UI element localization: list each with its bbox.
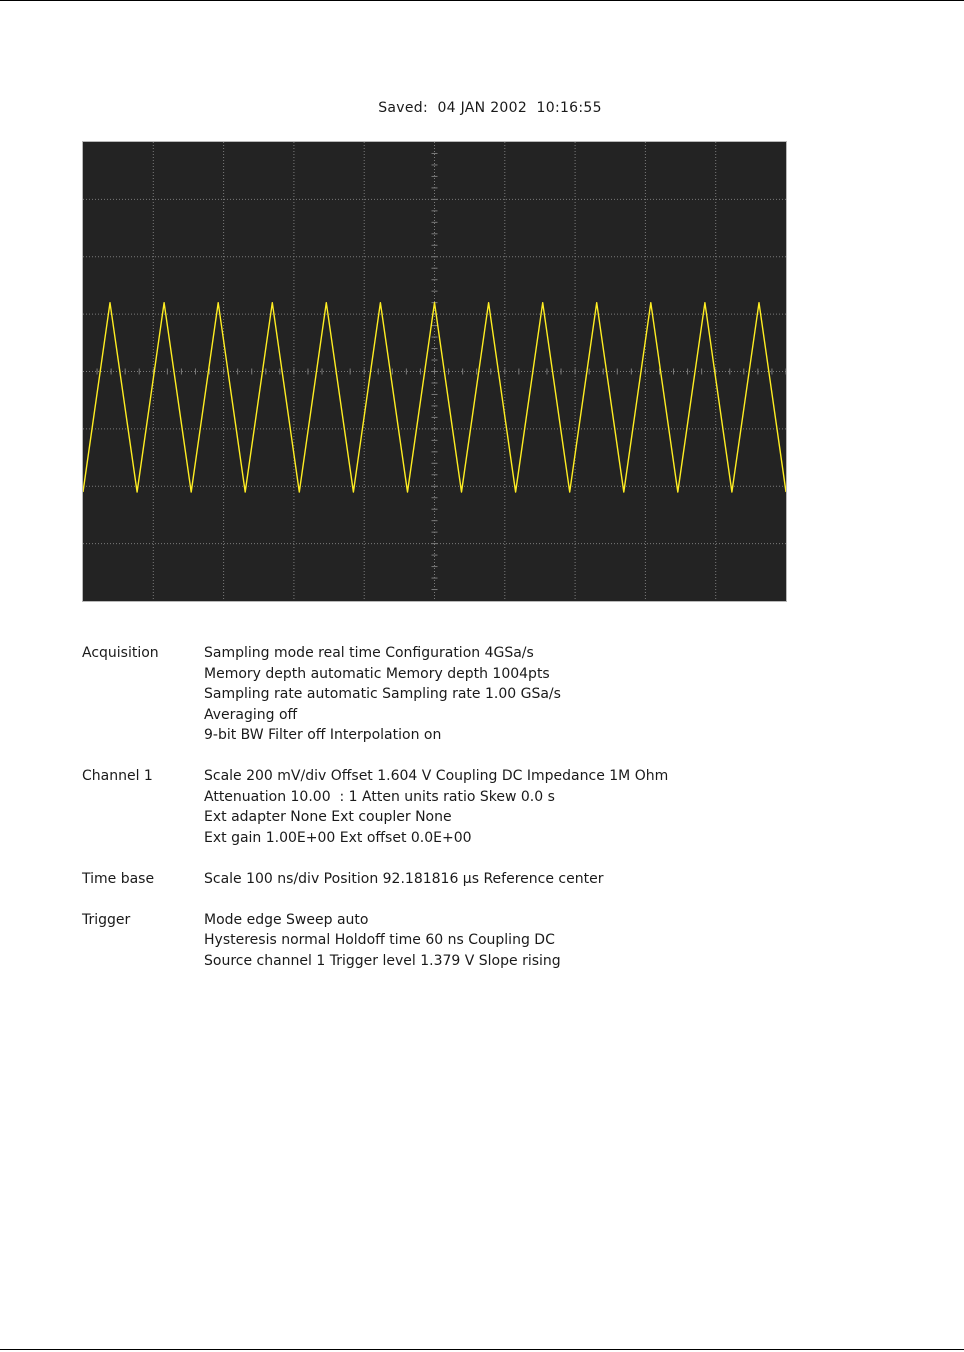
setting-line: Scale 200 mV/div Offset 1.604 V Coupling DC Impedance 1M Ohm — [204, 768, 669, 784]
setting-line: Source channel 1 Trigger level 1.379 V Slope rising — [204, 952, 561, 969]
group-label: Channel 1 — [82, 768, 153, 784]
setting-line: Scale 100 ns/div Position 92.181816 µs Reference center — [204, 870, 604, 887]
setting-line: Sampling mode real time Configuration 4GSa/s — [204, 645, 534, 661]
setting-line: Mode edge Sweep auto — [204, 911, 369, 928]
group-label: Acquisition — [82, 645, 159, 661]
waveform-plot — [83, 142, 786, 601]
setting-line: Attenuation 10.00 : 1 Atten units ratio Skew 0.0 s — [204, 788, 555, 805]
oscilloscope-display — [82, 141, 787, 602]
group-label: Time base — [82, 870, 155, 887]
bottom-rule — [0, 1349, 964, 1350]
setting-line: Hysteresis normal Holdoff time 60 ns Coupling DC — [204, 932, 555, 948]
setting-line: Sampling rate automatic Sampling rate 1.00 GSa/s — [204, 686, 561, 702]
saved-timestamp: Saved: 04 JAN 2002 10:16:55 — [378, 100, 602, 116]
setting-line: 9-bit BW Filter off Interpolation on — [204, 727, 442, 743]
settings-group-trigger — [82, 910, 922, 972]
setting-line: Memory depth automatic Memory depth 1004pts — [204, 665, 550, 682]
setting-line: Ext adapter None Ext coupler None — [204, 809, 452, 825]
settings-group-acquisition — [82, 643, 922, 746]
top-rule — [0, 0, 964, 1]
setting-line: Ext gain 1.00E+00 Ext offset 0.0E+00 — [204, 829, 472, 846]
setting-line: Averaging off — [204, 706, 298, 723]
group-label: Trigger — [82, 911, 131, 928]
settings-group-channel-1 — [82, 766, 922, 848]
settings-summary — [82, 643, 922, 992]
settings-group-time-base — [82, 869, 922, 890]
